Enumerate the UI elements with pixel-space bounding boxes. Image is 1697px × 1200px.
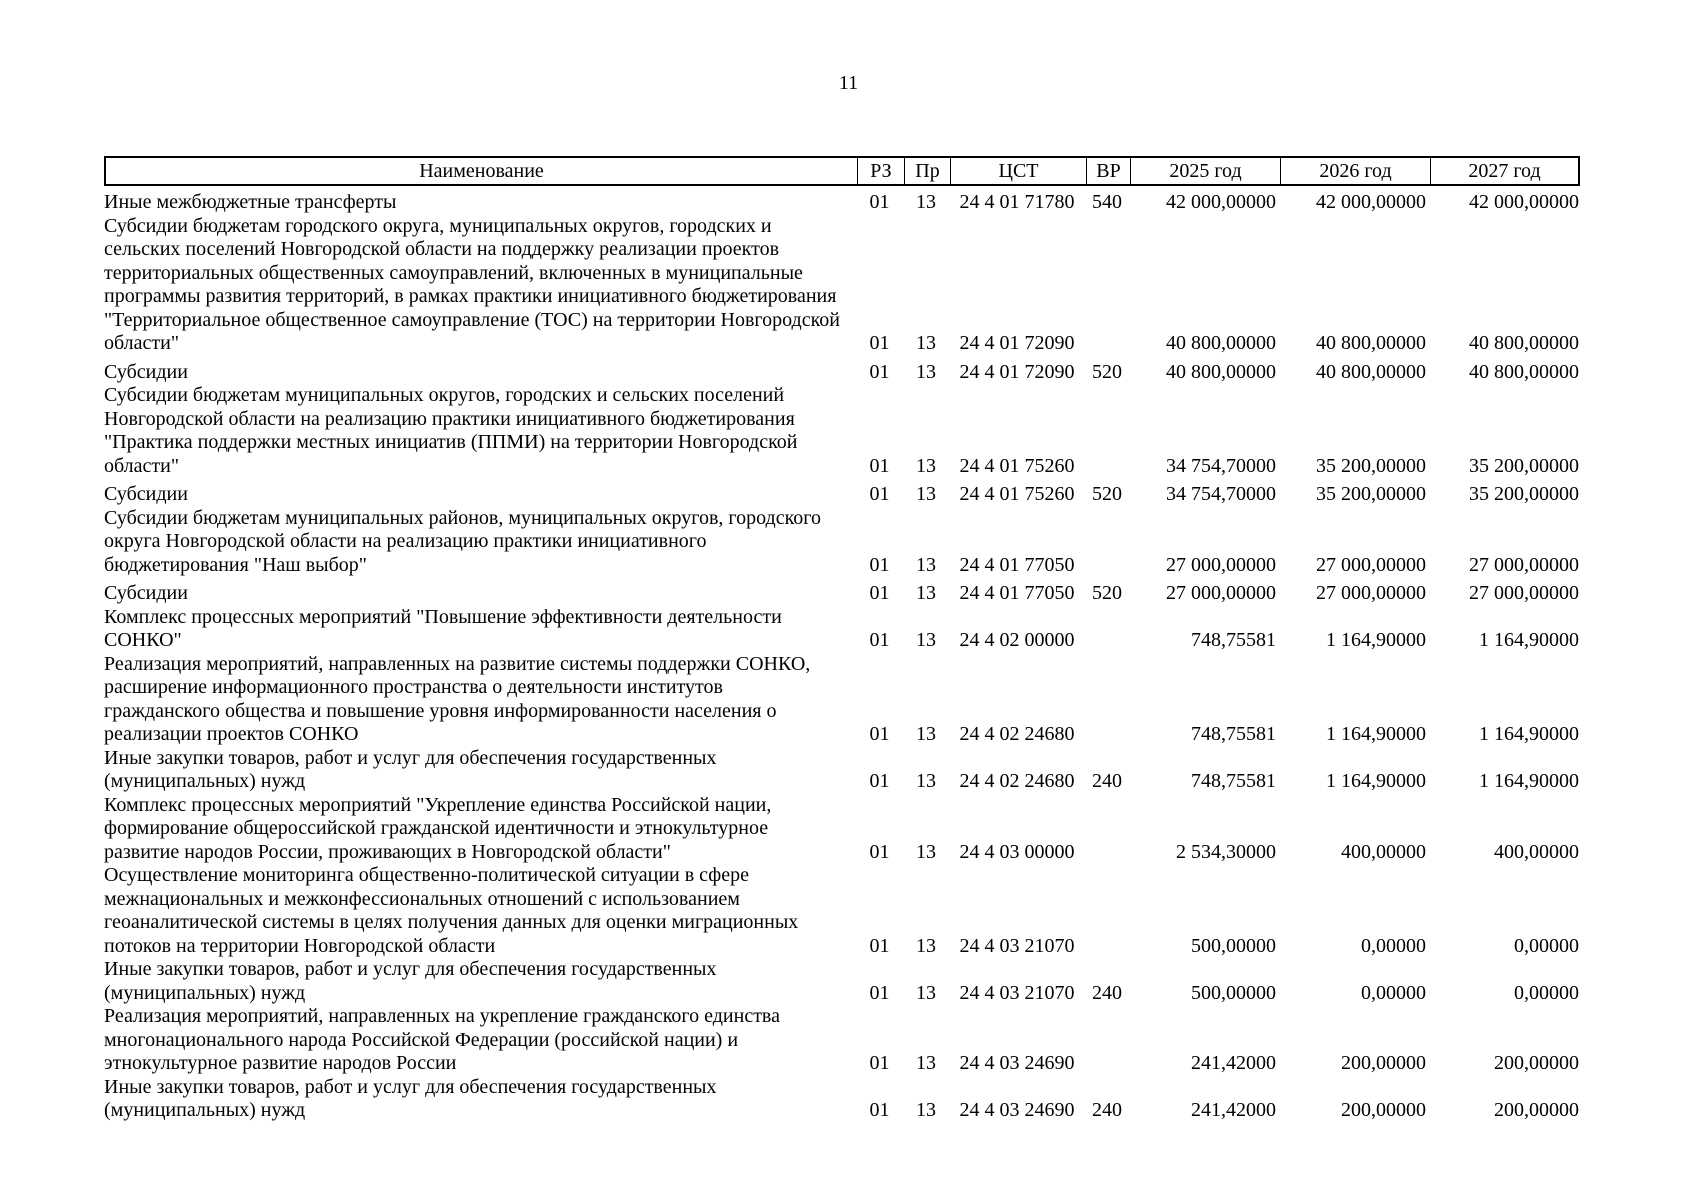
row-rz: 01 [869,553,890,576]
row-name-line: "Практика поддержки местных инициатив (ППМИ) на территории Новгородской [104,431,798,453]
row-pr: 13 [916,582,936,604]
row-2025: 748,75581 [1191,770,1276,792]
row-name-line: программы развития территорий, в рамках практики инициативного бюджетирования [104,285,837,307]
row-pr: 13 [916,1052,936,1074]
row-name-line: бюджетирования "Наш выбор" [104,553,367,576]
row-name-line: реализации проектов СОНКО [104,723,359,745]
row-name-line: СОНКО" [104,629,182,651]
row-2025: 748,75581 [1191,629,1276,651]
header-vr: ВР [1087,158,1131,184]
header-rz: РЗ [858,158,905,184]
row-cst: 24 4 03 21070 [959,981,1075,1004]
row-name-line: этнокультурное развитие народов России [104,1052,457,1074]
row-2026: 27 000,00000 [1316,582,1426,604]
row-name-line: Субсидии [104,360,188,383]
table-row [104,483,1580,507]
row-cst: 24 4 02 24680 [959,723,1075,745]
row-pr: 13 [916,770,936,792]
row-cst: 24 4 03 24690 [959,1099,1075,1121]
row-2026: 0,00000 [1361,934,1426,957]
row-pr: 13 [916,934,936,957]
header-cst: ЦСТ [951,158,1087,184]
row-vr: 240 [1092,770,1122,792]
row-name-line: Субсидии бюджетам муниципальных районов, муниципальных округов, городского [104,506,821,529]
row-name-line: округа Новгородской области на реализацию практики инициативного [104,530,707,552]
row-2025: 2 534,30000 [1176,840,1276,863]
table-row [104,361,1580,385]
row-2026: 1 164,90000 [1326,723,1426,745]
row-cst: 24 4 02 00000 [959,629,1075,651]
table-row [104,1005,1580,1076]
row-name-line: территориальных общественных самоуправлений, включенных в муниципальные [104,261,803,284]
row-name-line: Новгородской области на реализацию практики инициативного бюджетирования [104,407,795,430]
row-vr: 520 [1092,360,1122,383]
row-name [104,653,856,747]
row-2026: 200,00000 [1341,1052,1426,1074]
row-name-line: (муниципальных) нужд [104,981,306,1004]
row-rz: 01 [869,1052,890,1074]
row-name-line: Субсидии бюджетам городского округа, муниципальных округов, городских и [104,214,772,237]
row-pr: 13 [916,454,936,477]
row-vr: 520 [1092,582,1122,604]
row-pr: 13 [916,981,936,1004]
row-pr: 13 [916,1099,936,1121]
row-2026: 200,00000 [1341,1099,1426,1121]
row-name-line: Реализация мероприятий, направленных на укрепление гражданского единства [104,1005,780,1027]
row-rz: 01 [869,483,890,505]
table-row [104,864,1580,958]
row-2027: 200,00000 [1494,1099,1579,1121]
row-name-line: формирование общероссийской гражданской идентичности и этнокультурное [104,817,769,839]
row-2026: 42 000,00000 [1316,191,1426,213]
row-rz: 01 [869,332,890,354]
table-row [104,606,1580,653]
row-rz: 01 [869,981,890,1004]
table-row [104,794,1580,865]
row-rz: 01 [869,629,890,651]
row-vr: 520 [1092,483,1122,505]
row-name-line: Комплекс процессных мероприятий "Повышение эффективности деятельности [104,605,782,628]
row-2027: 42 000,00000 [1469,191,1579,213]
row-name-line: Иные закупки товаров, работ и услуг для обеспечения государственных [104,958,717,980]
row-name [104,507,856,578]
row-rz: 01 [869,840,890,863]
row-2025: 241,42000 [1191,1052,1276,1074]
row-name-line: межнациональных и межконфессиональных отношений с использованием [104,887,740,910]
row-2026: 35 200,00000 [1316,454,1426,477]
row-name [104,864,856,958]
row-2025: 34 754,70000 [1166,454,1276,477]
row-rz: 01 [869,934,890,957]
row-2027: 35 200,00000 [1469,454,1579,477]
row-name-line: гражданского общества и повышение уровня информированности населения о [104,699,777,722]
table-row [104,958,1580,1005]
row-name-line: сельских поселений Новгородской области на поддержку реализации проектов [104,238,780,260]
row-2027: 27 000,00000 [1469,582,1579,604]
header-pr: Пр [905,158,951,184]
row-name-line: Иные межбюджетные трансферты [104,191,397,213]
row-2025: 748,75581 [1191,723,1276,745]
row-2025: 40 800,00000 [1166,332,1276,354]
row-name [104,483,856,507]
table-row [104,747,1580,794]
row-2025: 34 754,70000 [1166,483,1276,505]
row-name [104,361,856,385]
row-name-line: Субсидии [104,483,188,505]
row-2027: 1 164,90000 [1479,629,1579,651]
row-vr: 240 [1092,981,1122,1004]
row-2026: 40 800,00000 [1316,360,1426,383]
table-row [104,191,1580,215]
row-pr: 13 [916,360,936,383]
row-rz: 01 [869,582,890,604]
row-cst: 24 4 03 21070 [959,934,1075,957]
row-name-line: геоаналитической системы в целях получения данных для оценки миграционных [104,911,799,933]
row-2025: 241,42000 [1191,1099,1276,1121]
row-cst: 24 4 01 72090 [959,360,1075,383]
row-2026: 27 000,00000 [1316,553,1426,576]
row-name [104,215,856,356]
row-2027: 0,00000 [1514,981,1579,1004]
row-pr: 13 [916,332,936,354]
row-2027: 1 164,90000 [1479,770,1579,792]
row-2025: 40 800,00000 [1166,360,1276,383]
row-name [104,1076,856,1123]
row-2025: 42 000,00000 [1166,191,1276,213]
row-name [104,794,856,865]
row-name [104,606,856,653]
row-2027: 0,00000 [1514,934,1579,957]
row-2026: 40 800,00000 [1316,332,1426,354]
row-name-line: потоков на территории Новгородской области [104,934,496,957]
row-name-line: Осуществление мониторинга общественно-политической ситуации в сфере [104,864,749,886]
row-cst: 24 4 03 24690 [959,1052,1075,1074]
header-2025: 2025 год [1131,158,1281,184]
row-name-line: расширение информационного пространства о деятельности институтов [104,676,723,698]
table-row [104,1076,1580,1123]
row-2027: 200,00000 [1494,1052,1579,1074]
row-2026: 1 164,90000 [1326,770,1426,792]
row-2027: 40 800,00000 [1469,360,1579,383]
row-rz: 01 [869,360,890,383]
row-name-line: области" [104,454,180,477]
row-pr: 13 [916,553,936,576]
row-cst: 24 4 01 75260 [959,454,1075,477]
row-cst: 24 4 01 72090 [959,332,1075,354]
row-name [104,958,856,1005]
row-name-line: (муниципальных) нужд [104,1099,306,1121]
row-2027: 1 164,90000 [1479,723,1579,745]
row-2025: 500,00000 [1191,981,1276,1004]
row-cst: 24 4 01 75260 [959,483,1075,505]
row-name-line: (муниципальных) нужд [104,770,306,792]
row-name-line: области" [104,332,180,354]
row-rz: 01 [869,1099,890,1121]
row-2025: 27 000,00000 [1166,582,1276,604]
row-2026: 35 200,00000 [1316,483,1426,505]
table-row [104,653,1580,747]
row-cst: 24 4 01 77050 [959,582,1075,604]
row-2025: 500,00000 [1191,934,1276,957]
row-vr: 240 [1092,1099,1122,1121]
table-header [104,156,1580,186]
row-name-line: развитие народов России, проживающих в Новгородской области" [104,840,671,863]
table-row [104,507,1580,578]
row-2026: 400,00000 [1341,840,1426,863]
row-name-line: Субсидии [104,582,188,604]
row-2027: 40 800,00000 [1469,332,1579,354]
table-body [104,191,1580,1123]
row-name-line: "Территориальное общественное самоуправление (ТОС) на территории Новгородской [104,308,841,331]
row-name-line: Иные закупки товаров, работ и услуг для обеспечения государственных [104,1075,717,1098]
row-2026: 0,00000 [1361,981,1426,1004]
table-row [104,384,1580,478]
row-rz: 01 [869,454,890,477]
row-2027: 400,00000 [1494,840,1579,863]
row-cst: 24 4 01 77050 [959,553,1075,576]
table-row [104,215,1580,356]
row-2026: 1 164,90000 [1326,629,1426,651]
row-pr: 13 [916,483,936,505]
row-name-line: Иные закупки товаров, работ и услуг для обеспечения государственных [104,746,717,769]
row-pr: 13 [916,191,936,213]
header-2026: 2026 год [1281,158,1431,184]
row-cst: 24 4 03 00000 [959,840,1075,863]
row-name-line: Субсидии бюджетам муниципальных округов, городских и сельских поселений [104,384,785,406]
header-2027: 2027 год [1468,159,1541,182]
row-rz: 01 [869,723,890,745]
row-name [104,582,856,606]
row-name [104,1005,856,1076]
row-2027: 27 000,00000 [1469,553,1579,576]
page-number: 11 [838,72,859,94]
row-name-line: Комплекс процессных мероприятий "Укрепление единства Российской нации, [104,793,772,816]
row-name [104,191,856,215]
row-rz: 01 [869,191,890,213]
row-rz: 01 [869,770,890,792]
row-name [104,384,856,478]
row-pr: 13 [916,723,936,745]
header-name: Наименование [106,158,858,184]
row-2027: 35 200,00000 [1469,483,1579,505]
row-pr: 13 [916,840,936,863]
row-name-line: многонационального народа Российской Федерации (российской нации) и [104,1028,739,1051]
row-vr: 540 [1092,191,1122,213]
row-pr: 13 [916,629,936,651]
row-name-line: Реализация мероприятий, направленных на развитие системы поддержки СОНКО, [104,652,811,675]
row-2025: 27 000,00000 [1166,553,1276,576]
table-row [104,582,1580,606]
row-name [104,747,856,794]
row-cst: 24 4 01 71780 [959,191,1075,213]
row-cst: 24 4 02 24680 [959,770,1075,792]
